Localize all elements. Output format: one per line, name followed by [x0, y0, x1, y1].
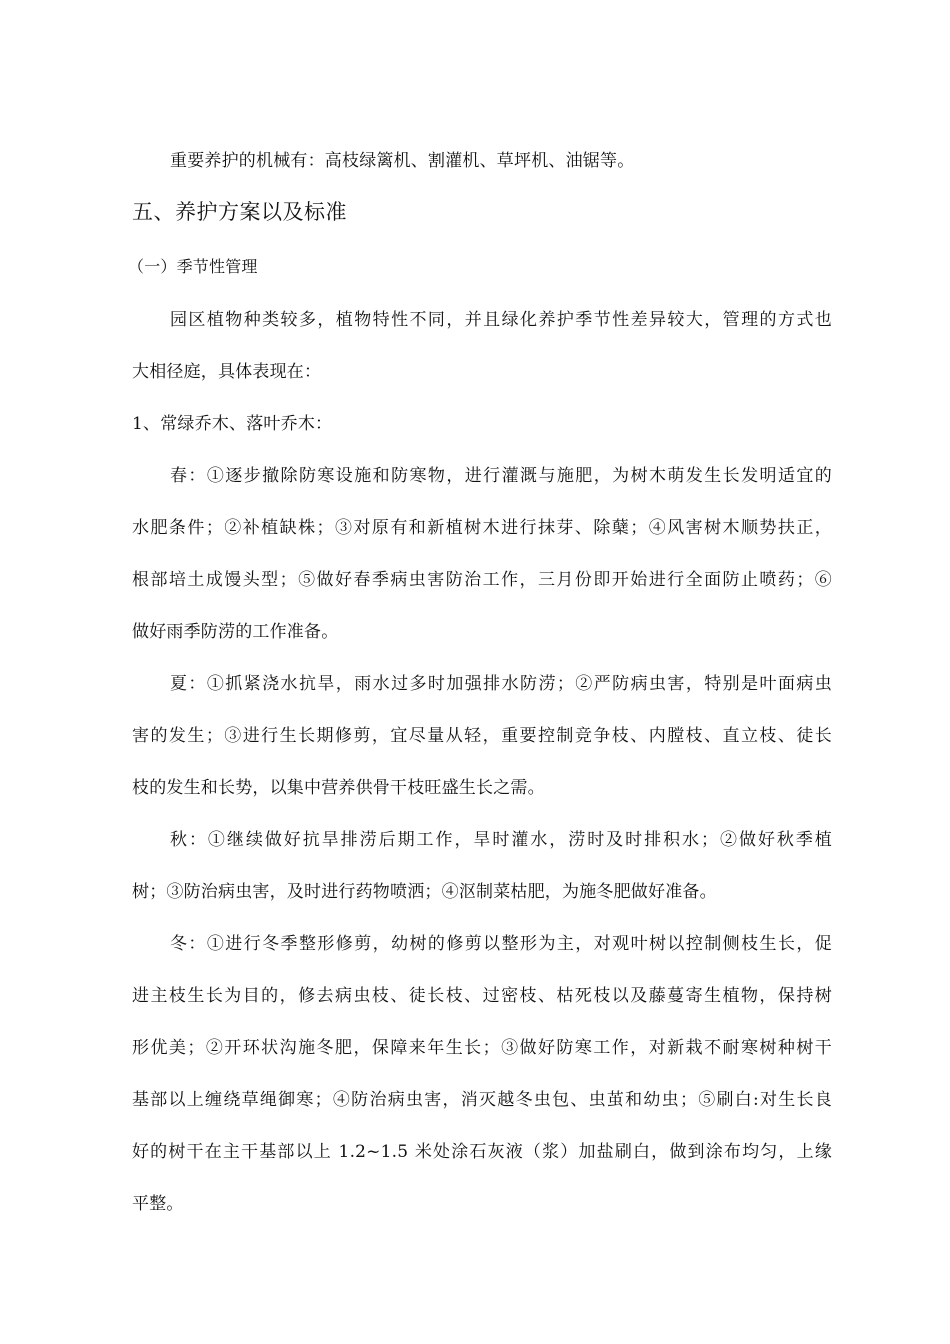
spring-paragraph-line-3: 根部培土成馒头型；⑤做好春季病虫害防治工作，三月份即开始进行全面防止喷药；⑥	[132, 570, 832, 590]
spring-paragraph-line-1: 春：①逐步撤除防寒设施和防寒物，进行灌溉与施肥，为树木萌发生长发明适宜的	[170, 466, 832, 486]
winter-paragraph-line-4: 基部以上缠绕草绳御寒；④防治病虫害，消灭越冬虫包、虫茧和幼虫；⑤刷白:对生长良	[132, 1090, 832, 1110]
item-heading-trees: 1、常绿乔木、落叶乔木：	[132, 414, 333, 434]
intro-paragraph-line-2: 大相径庭，具体表现在：	[132, 362, 322, 382]
section-heading: 五、养护方案以及标准	[132, 200, 347, 224]
intro-paragraph-line-1: 园区植物种类较多，植物特性不同，并且绿化养护季节性差异较大，管理的方式也	[170, 310, 832, 330]
autumn-paragraph-line-2: 树；③防治病虫害，及时进行药物喷洒；④沤制菜枯肥，为施冬肥做好准备。	[132, 882, 717, 902]
machinery-paragraph: 重要养护的机械有：高枝绿篱机、割灌机、草坪机、油锯等。	[170, 151, 635, 171]
winter-paragraph-line-3: 形优美；②开环状沟施冬肥，保障来年生长；③做好防寒工作，对新栽不耐寒树种树干	[132, 1038, 832, 1058]
winter-paragraph-line-6: 平整。	[132, 1194, 184, 1214]
winter-paragraph-line-5: 好的树干在主干基部以上 1.2~1.5 米处涂石灰液（浆）加盐刷白，做到涂布均匀，上缘	[132, 1142, 832, 1162]
autumn-paragraph-line-1: 秋：①继续做好抗旱排涝后期工作，旱时灌水，涝时及时排积水；②做好秋季植	[170, 830, 832, 850]
spring-paragraph-line-2: 水肥条件；②补植缺株；③对原有和新植树木进行抹芽、除蘖；④风害树木顺势扶正，	[132, 518, 832, 538]
spring-paragraph-line-4: 做好雨季防涝的工作准备。	[132, 622, 339, 642]
summer-paragraph-line-1: 夏：①抓紧浇水抗旱，雨水过多时加强排水防涝；②严防病虫害，特别是叶面病虫	[170, 674, 832, 694]
winter-paragraph-line-1: 冬：①进行冬季整形修剪，幼树的修剪以整形为主，对观叶树以控制侧枝生长，促	[170, 934, 832, 954]
winter-paragraph-line-2: 进主枝生长为目的，修去病虫枝、徒长枝、过密枝、枯死枝以及藤蔓寄生植物，保持树	[132, 986, 832, 1006]
subsection-heading: （一）季节性管理	[128, 257, 258, 276]
summer-paragraph-line-2: 害的发生；③进行生长期修剪，宜尽量从轻，重要控制竞争枝、内膛枝、直立枝、徒长	[132, 726, 832, 746]
summer-paragraph-line-3: 枝的发生和长势，以集中营养供骨干枝旺盛生长之需。	[132, 778, 545, 798]
